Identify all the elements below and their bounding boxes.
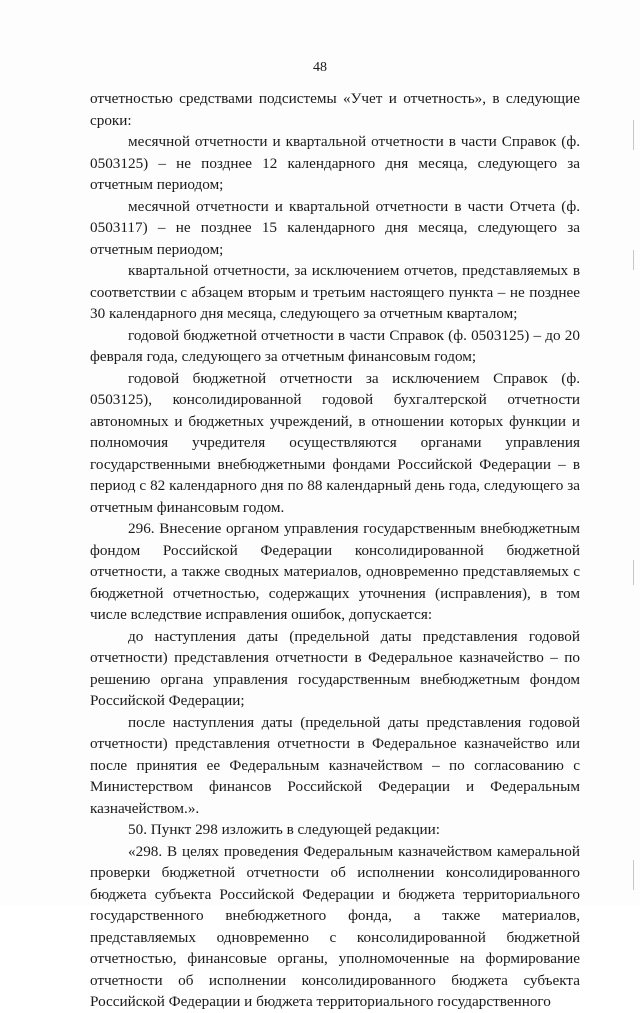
paragraph-annual-spravki: годовой бюджетной отчетности в части Справок (ф. 0503125) – до 20 февраля года, следующего за отчетным финансовым годом; [90, 326, 580, 365]
scan-edge-mark [633, 860, 634, 890]
scan-edge-mark [633, 560, 634, 585]
scan-edge-mark [633, 120, 634, 150]
paragraph-after-deadline: после наступления даты (предельной даты представления годовой отчетности) представления отчетности в Федеральное казначейство или после принятия ее Федеральным казначейством – по согласованию с Министерством финансов Российской Федерации и Федеральным казначейством.». [90, 713, 580, 817]
paragraph-item-50: 50. Пункт 298 изложить в следующей редакции: [128, 821, 441, 838]
paragraph-monthly-spravki: месячной отчетности и квартальной отчетности в части Справок (ф. 0503125) – не позднее 12 календарного дня месяца, следующего за отчетным периодом; [90, 133, 580, 193]
paragraph-item-296: 296. Внесение органом управления государственным внебюджетным фондом Российской Федерации консолидированной бюджетной отчетности, а также сводных материалов, одновременно представляемых с бюджетной отчетностью, содержащих уточнения (исправления), в том числе вследствие исправления ошибок, допускается: [90, 520, 580, 623]
paragraph-item-298: «298. В целях проведения Федеральным казначейством камеральной проверки бюджетной отчетности об исполнении консолидированного бюджета субъекта Российской Федерации и бюджета территориального государственного внебюджетного фонда, а также материалов, представляемых одновременно с консолидированной бюджетной отчетностью, финансовые органы, уполномоченные на формирование отчетности об исполнении консолидированного бюджета субъекта Российской Федерации и бюджета территориального государственного [90, 842, 580, 1010]
paragraph-before-deadline: до наступления даты (предельной даты представления годовой отчетности) представления отчетности в Федеральное казначейство – по решению органа управления государственным внебюджетным фондом Российской Федерации; [90, 627, 580, 709]
paragraph-monthly-otchet: месячной отчетности и квартальной отчетности в части Отчета (ф. 0503117) – не позднее 15 календарного дня месяца, следующего за отчетным периодом; [90, 197, 580, 258]
scan-edge-mark [633, 250, 634, 270]
document-body [90, 88, 580, 1013]
paragraph-continuation: отчетностью средствами подсистемы «Учет и отчетность», в следующие сроки: [90, 90, 580, 129]
paragraph-quarterly: квартальной отчетности, за исключением отчетов, представляемых в соответствии с абзацем вторым и третьим настоящего пункта – не позднее 30 календарного дня месяца, следующего за отчетным кварталом; [90, 262, 580, 322]
paragraph-annual-other: годовой бюджетной отчетности за исключением Справок (ф. 0503125), консолидированной годовой бухгалтерской отчетности автономных и бюджетных учреждений, в отношении которых функции и полномочия учредителя осуществляются органами управления государственными внебюджетными фондами Российской Федерации – в период с 82 календарного дня по 88 календарный день года, следующего за отчетным финансовым годом. [90, 369, 580, 516]
page-number: 48 [313, 60, 327, 75]
